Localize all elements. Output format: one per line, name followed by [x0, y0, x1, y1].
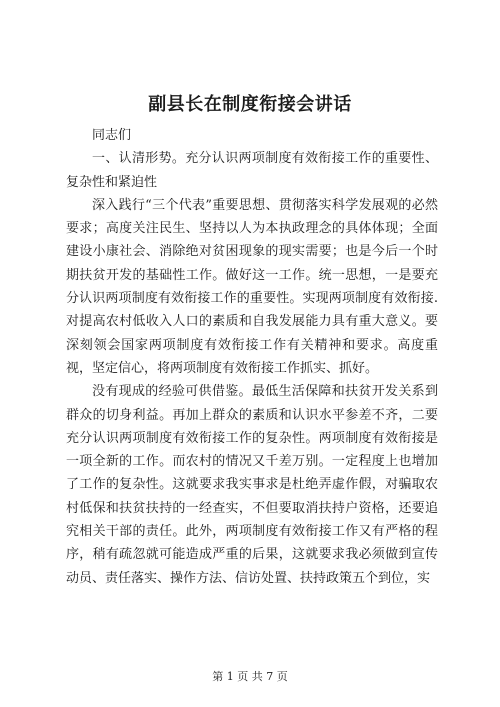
paragraph-3: 没有现成的经验可供借鉴。最低生活保障和扶贫开发关系到群众的切身利益。再加上群众的素质和认识水平参差不齐，二要充分认识两项制度有效衔接工作的复杂性。两项制度有效衔接是一项全新的工作。而农村的情况又千差万别。一定程度上也增加了工作的复杂性。这就要求我实事求是杜绝弄虚作假，对骗取农村低保和扶贫扶持的一经查实，不但要取消扶持户资格，还要追究相关干部的责任。此外，两项制度有效衔接工作又有严格的程序，稍有疏忽就可能造成严重的后果，这就要求我必须做到宣传动员、责任落实、操作方法、信访处置、扶持政策五个到位，实 — [66, 384, 438, 586]
salutation: 同志们 — [92, 128, 132, 143]
document-body — [66, 124, 438, 590]
paragraph-2: 深入践行“三个代表”重要思想、贯彻落实科学发展观的必然要求；高度关注民生、坚持以人为本执政理念的具体体现；全面建设小康社会、消除绝对贫困现象的现实需要；也是今后一个时期扶贫开发的基础性工作。做好这一工作。统一思想，一是要充分认识两项制度有效衔接工作的重要性。实现两项制度有效衔接.对提高农村低收入人口的素质和自我发展能力具有重大意义。要深刻领会国家两项制度有效衔接工作有关精神和要求。高度重视，坚定信心，将两项制度有效衔接工作抓实、抓好。 — [66, 197, 438, 376]
document-title: 副县长在制度衔接会讲话 — [148, 94, 352, 115]
paragraph-1: 一、认清形势。充分认识两项制度有效衔接工作的重要性、复杂性和紧迫性 — [66, 151, 438, 190]
page-indicator: 第 1 页 共 7 页 — [212, 670, 288, 683]
